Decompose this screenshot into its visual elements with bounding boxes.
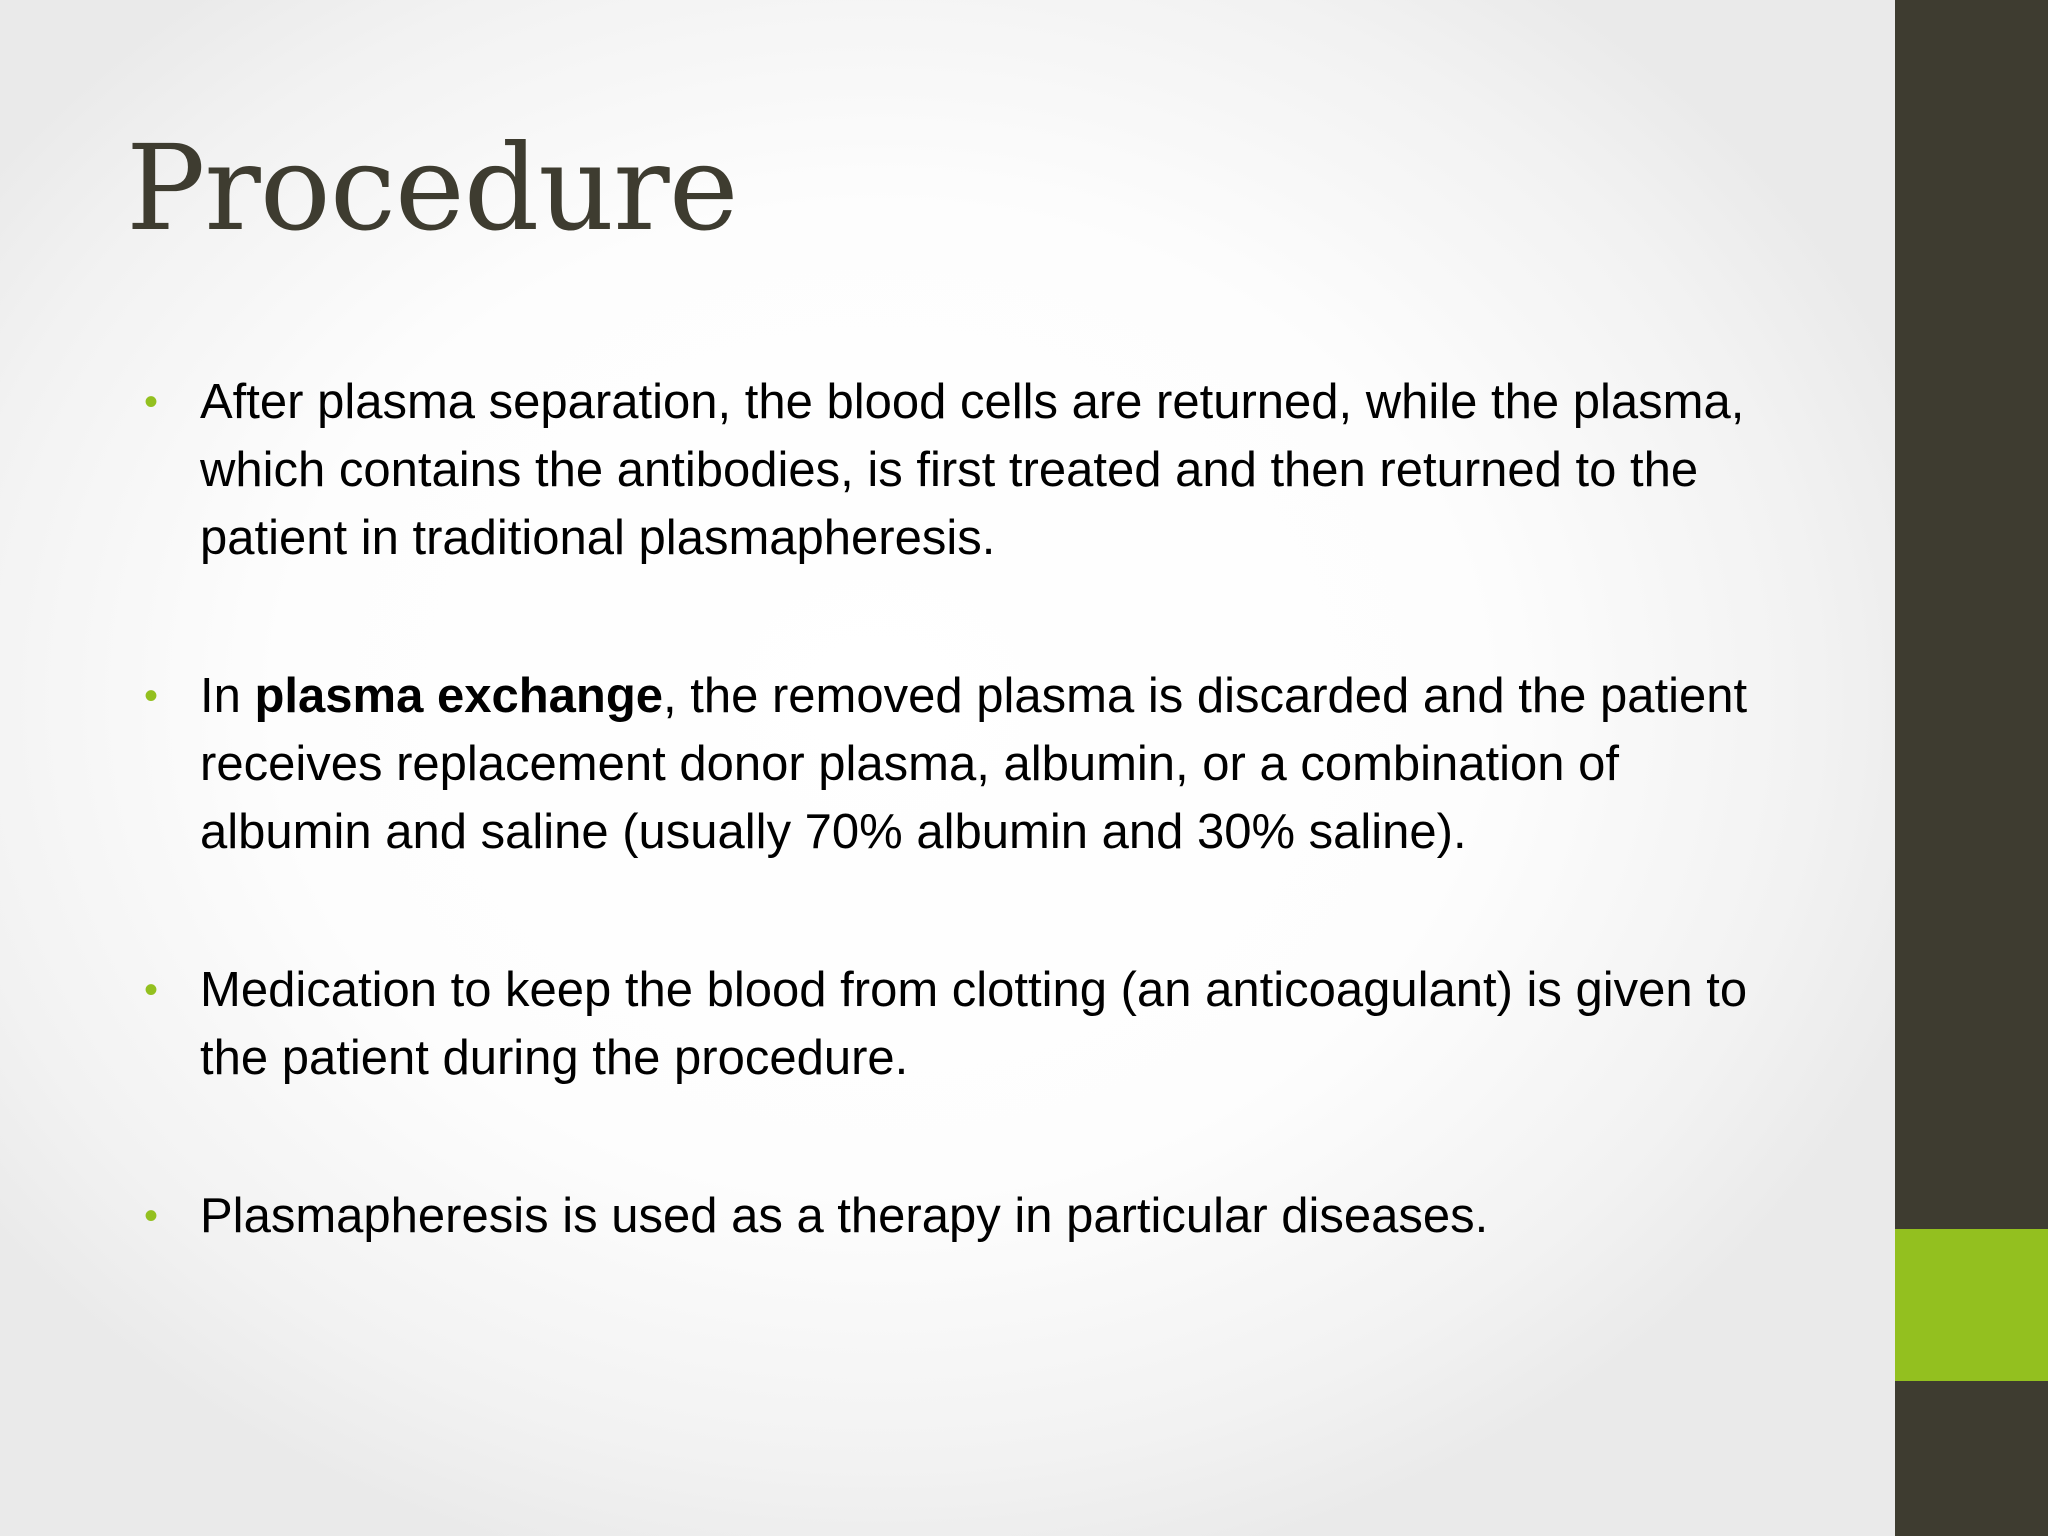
bullet-text: After plasma separation, the blood cells are returned, while the plasma, which contains the antibodies, is first treated and then returned to the patient in traditional plasmapheresis. xyxy=(200,375,1745,565)
bullet-text: Plasmapheresis is used as a therapy in particular diseases. xyxy=(200,1189,1489,1243)
bullet-item xyxy=(144,368,1760,572)
bullet-dot-icon: • xyxy=(144,968,159,1012)
bullet-item xyxy=(144,956,1760,1092)
slide-title: Procedure xyxy=(126,119,738,257)
bullet-bold-term: plasma exchange xyxy=(254,669,664,723)
bullet-text-prefix: In xyxy=(200,669,255,723)
bullet-item xyxy=(144,662,1760,866)
bullet-text-suffix: , the removed plasma is discarded and the patient receives replacement donor plasma, albumin, or a combination of albumin and saline (usually 70% albumin and 30% saline). xyxy=(200,669,1748,859)
bullet-dot-icon: • xyxy=(144,380,159,424)
bullet-item xyxy=(144,1182,1760,1250)
bullet-dot-icon: • xyxy=(144,1194,159,1238)
bullet-text: Medication to keep the blood from clotting (an anticoagulant) is given to the patient during the procedure. xyxy=(200,963,1748,1085)
bullet-list xyxy=(144,368,1760,1340)
side-accent-block xyxy=(1895,1229,2048,1381)
bullet-dot-icon: • xyxy=(144,674,159,718)
